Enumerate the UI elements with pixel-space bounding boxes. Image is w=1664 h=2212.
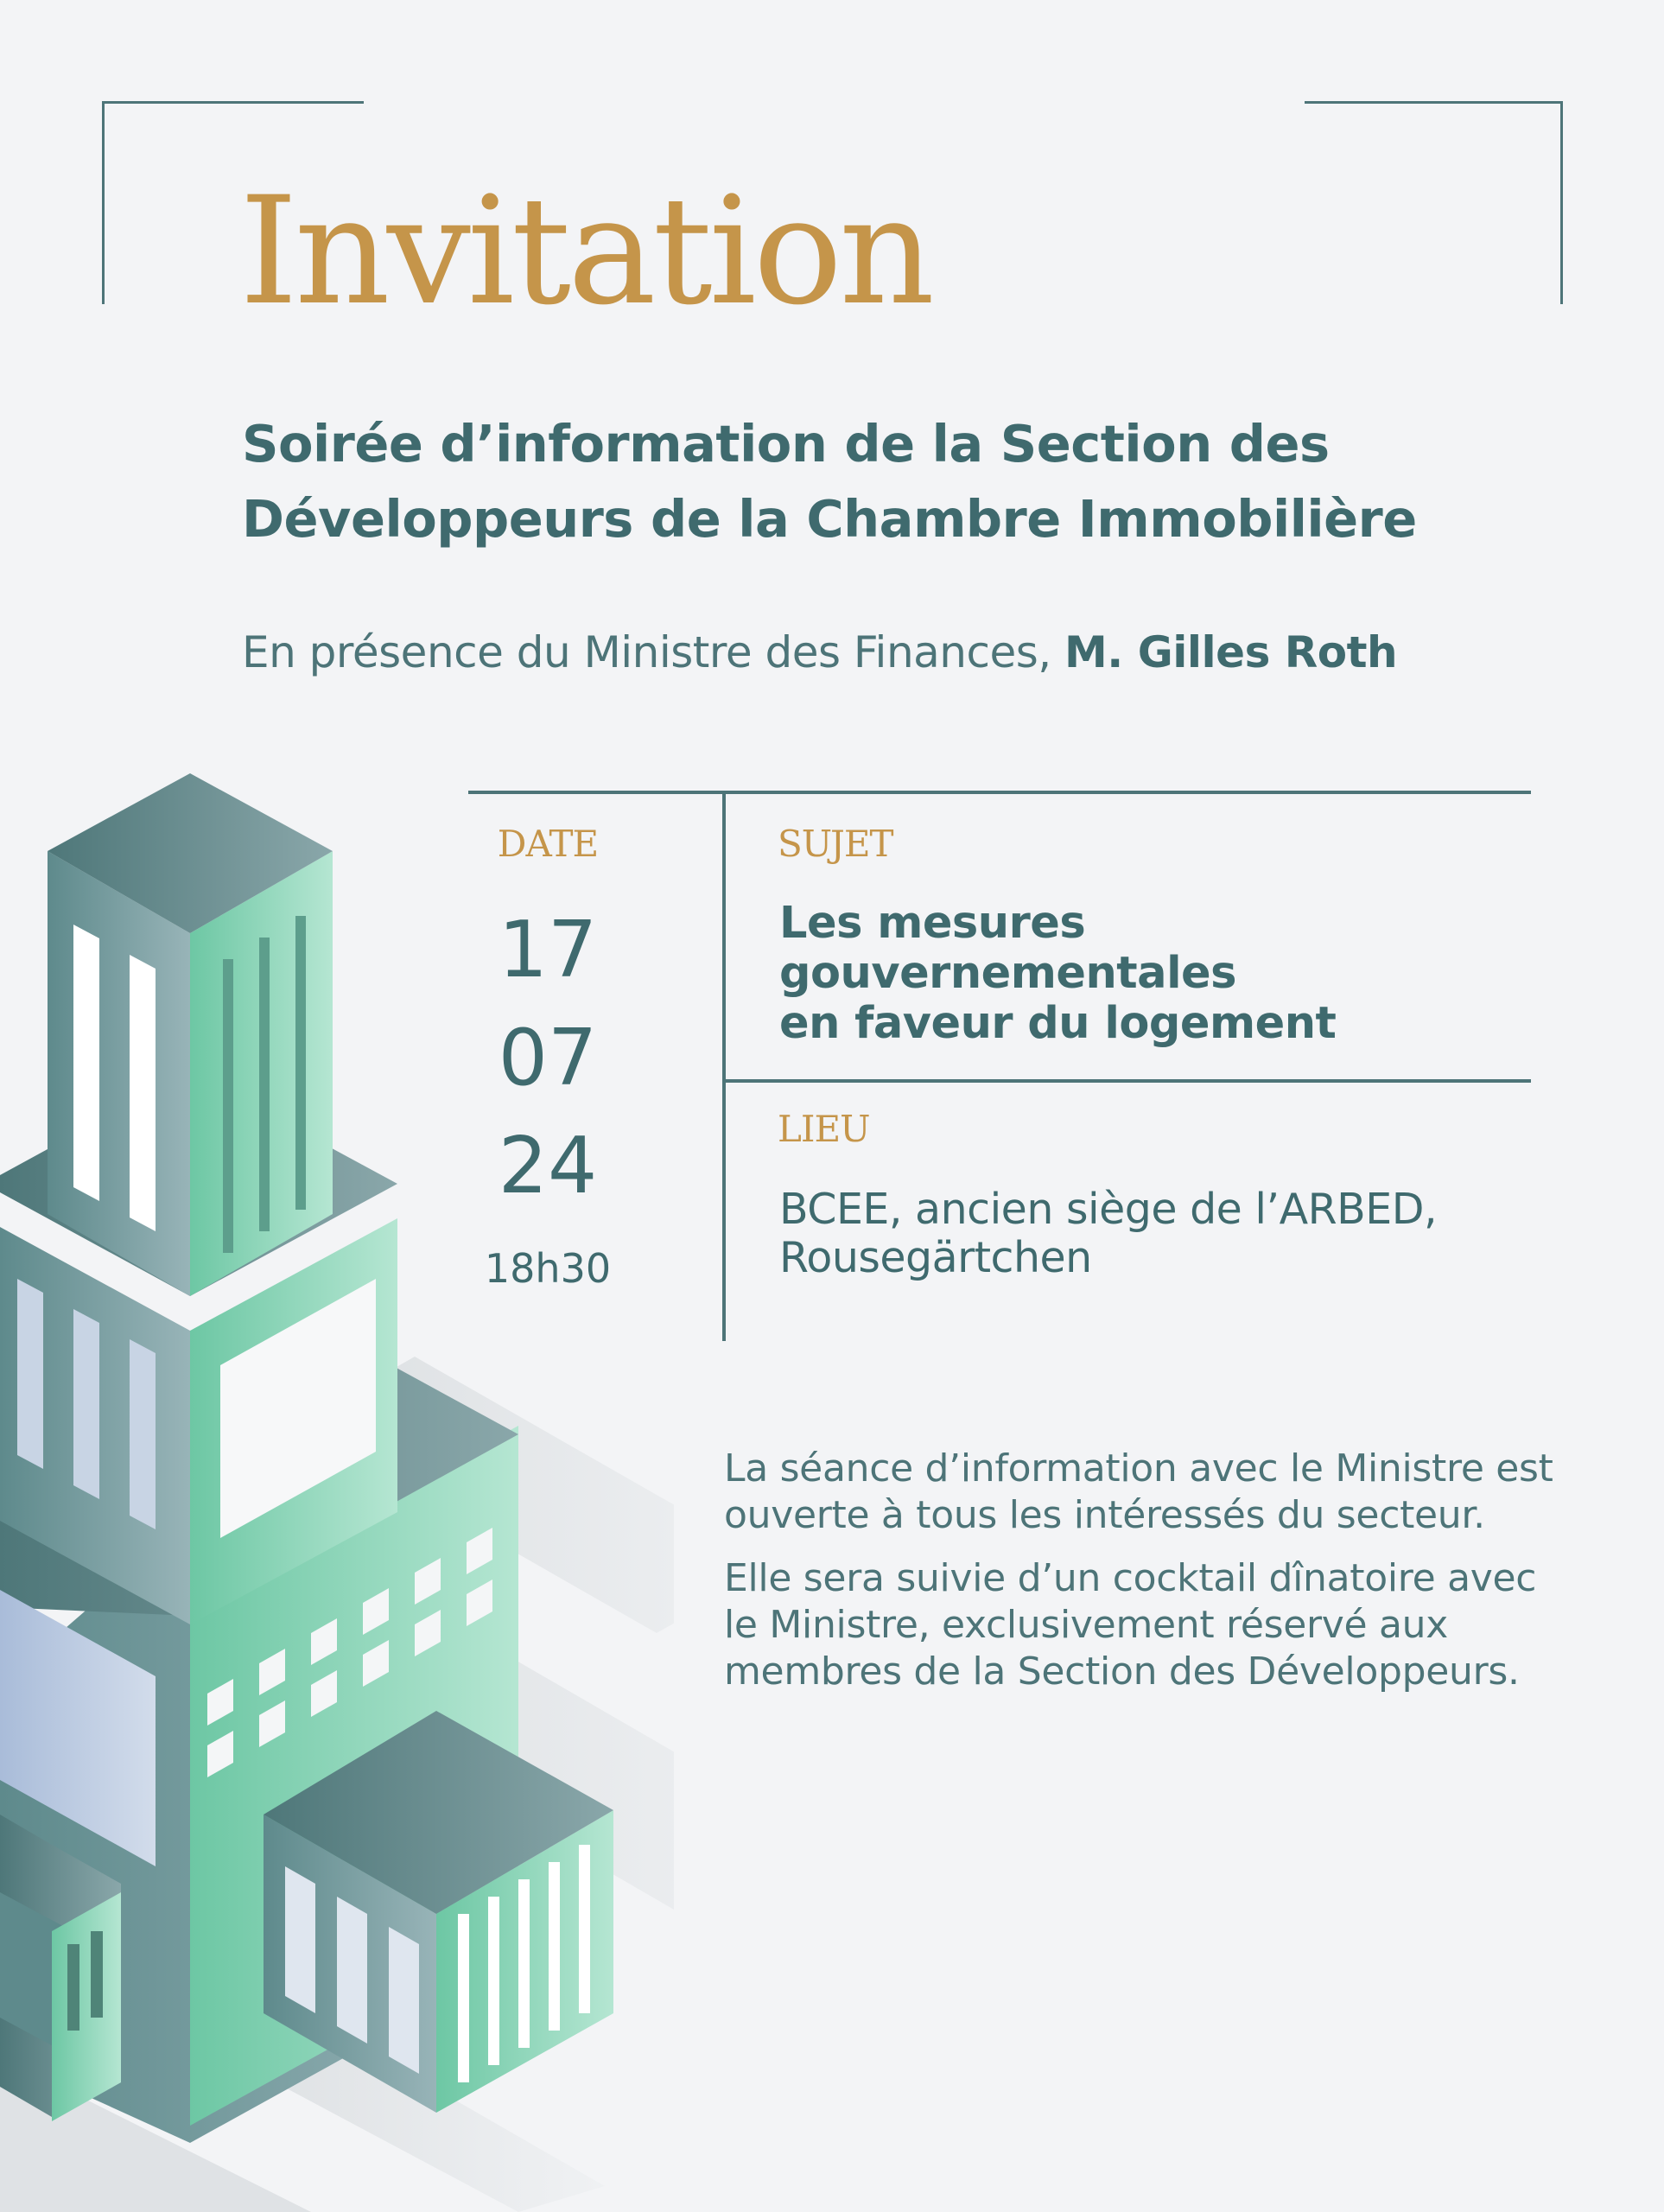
details-top-divider: [468, 791, 1531, 794]
subtitle-line-2: Développeurs de la Chambre Immobilière: [242, 489, 1417, 549]
date-day: 17: [498, 905, 598, 995]
presence-prefix: En présence du Ministre des Finances,: [242, 627, 1065, 677]
subject-text: [779, 899, 1540, 1049]
presence-line: [242, 622, 1397, 683]
place-line-1: BCEE, ancien siège de l’ARBED,: [779, 1185, 1438, 1234]
event-time: 18h30: [484, 1245, 612, 1292]
place-line-2: Rousegärtchen: [779, 1233, 1092, 1282]
subject-line-1: Les mesures gouvernementales: [779, 898, 1236, 999]
date-label: DATE: [497, 823, 599, 865]
details-middle-divider: [724, 1079, 1531, 1083]
subtitle-line-1: Soirée d’information de la Section des: [242, 414, 1330, 474]
date-year: 24: [498, 1121, 598, 1211]
place-text: [779, 1185, 1540, 1282]
subject-label: SUJET: [778, 823, 893, 865]
place-label: LIEU: [778, 1108, 870, 1150]
corner-frame-top-right: [1305, 101, 1563, 304]
description-paragraph-1: [724, 1446, 1597, 1539]
details-vertical-divider: [722, 791, 726, 1341]
description-p2-line-1: Elle sera suivie d’un cocktail dînatoire avec: [724, 1556, 1537, 1600]
description-p1-line-1: La séance d’information avec le Ministre est: [724, 1446, 1553, 1491]
description-p2-line-3: membres de la Section des Développeurs.: [724, 1649, 1520, 1694]
description-paragraph-2: [724, 1555, 1597, 1695]
event-subtitle: [242, 406, 1538, 556]
invitation-title: Invitation: [239, 164, 932, 338]
minister-name: M. Gilles Roth: [1064, 627, 1398, 677]
date-month: 07: [498, 1013, 598, 1103]
description-p2-line-2: le Ministre, exclusivement réservé aux: [724, 1603, 1448, 1647]
subject-line-2: en faveur du logement: [779, 998, 1337, 1049]
description-p1-line-2: ouverte à tous les intéressés du secteur.: [724, 1493, 1485, 1537]
